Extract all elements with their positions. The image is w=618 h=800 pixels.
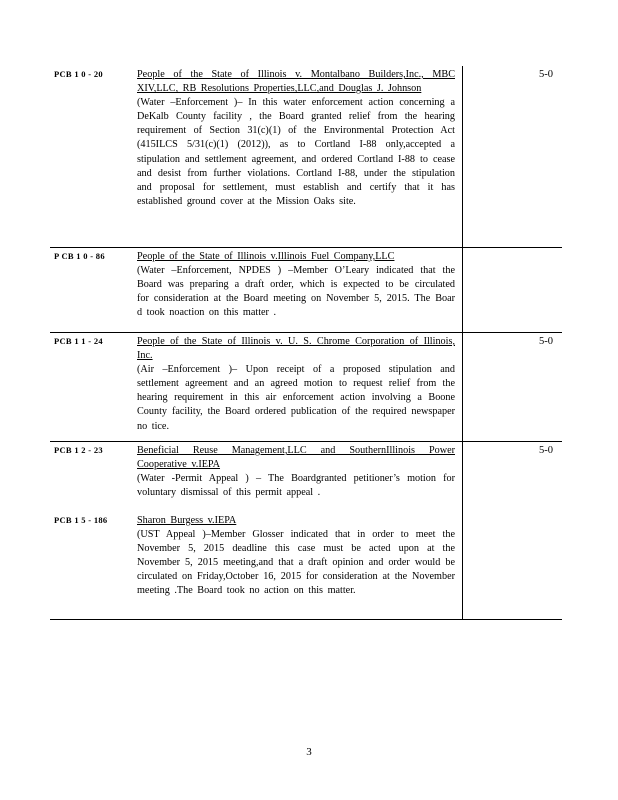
vote-count: 5-0 <box>539 336 553 347</box>
case-number: PCB 1 5 - 186 <box>54 515 108 525</box>
case-title: People of the State of Illinois v. Montalbano Builders,Inc., MBC XIV,LLC, RB Resolutions Properties,LLC,and Douglas J. Johnson <box>137 69 455 95</box>
case-title: People of the State of Illinois v.Illinois Fuel Company,LLC <box>137 251 395 262</box>
case-summary: (UST Appeal )–Member Glosser indicated that in order to meet the November 5, 2015 deadline this case must be acted upon at the November 5, 2015 meeting,and that a draft opinion and order would be circulated on Friday,October 16, 2015 for consideration at the November meeting .The Board took no action on this matter. <box>137 529 455 597</box>
minutes-table <box>50 66 562 620</box>
table-row <box>50 333 562 442</box>
case-summary: (Water -Permit Appeal ) – The Boardgranted petitioner’s motion for voluntary dismissal of this permit appeal . <box>137 473 455 499</box>
table-row <box>50 512 562 620</box>
case-number: PCB 1 1 - 24 <box>54 336 103 346</box>
case-description <box>137 66 455 215</box>
case-description <box>137 333 455 440</box>
case-summary: (Air –Enforcement )– Upon receipt of a proposed stipulation and settlement agreement and an agreed motion to request relief from the hearing requirement in this air enforcement action involving a Boone County facility, the Board ordered publication of the required newspaper no tice. <box>137 364 455 432</box>
case-number: PCB 1 0 - 20 <box>54 69 103 79</box>
column-divider <box>462 66 463 247</box>
case-description <box>137 512 455 605</box>
case-number: P CB 1 0 - 86 <box>54 251 105 261</box>
page-number: 3 <box>306 746 312 758</box>
case-number: PCB 1 2 - 23 <box>54 445 103 455</box>
case-title: Beneficial Reuse Management,LLC and SouthernIllinois Power Cooperative v.IEPA <box>137 445 455 471</box>
vote-count: 5-0 <box>539 69 553 80</box>
case-description <box>137 248 455 326</box>
case-title: People of the State of Illinois v. U. S. Chrome Corporation of Illinois, Inc. <box>137 336 455 362</box>
column-divider <box>462 333 463 441</box>
table-row <box>50 66 562 248</box>
case-description <box>137 442 455 506</box>
table-row <box>50 442 562 512</box>
column-divider <box>462 512 463 619</box>
table-row <box>50 248 562 333</box>
case-title: Sharon Burgess v.IEPA <box>137 515 237 526</box>
column-divider <box>462 442 463 512</box>
case-summary: (Water –Enforcement, NPDES ) –Member O’Leary indicated that the Board was preparing a draft order, which is expected to be circulated for consideration at the Board meeting on November 5, 2015. The Boar d took noaction on this matter . <box>137 265 455 319</box>
column-divider <box>462 248 463 332</box>
vote-count: 5-0 <box>539 445 553 456</box>
case-summary: (Water –Enforcement )– In this water enforcement action concerning a DeKalb County facility , the Board granted relief from the hearing requirement of Section 31(c)(1) of the Environmental Protection Act (415ILCS 5/31(c)(1) (2012)), as to Cortland I-88 only,accepted a stipulation and settlement agreement, and ordered Cortland I-88 to cease and desist from further violations. Cortland I-88, under the stipulation and proposal for settlement, must establish and certify that it has established ground cover at the Mission Oaks site. <box>137 97 455 207</box>
